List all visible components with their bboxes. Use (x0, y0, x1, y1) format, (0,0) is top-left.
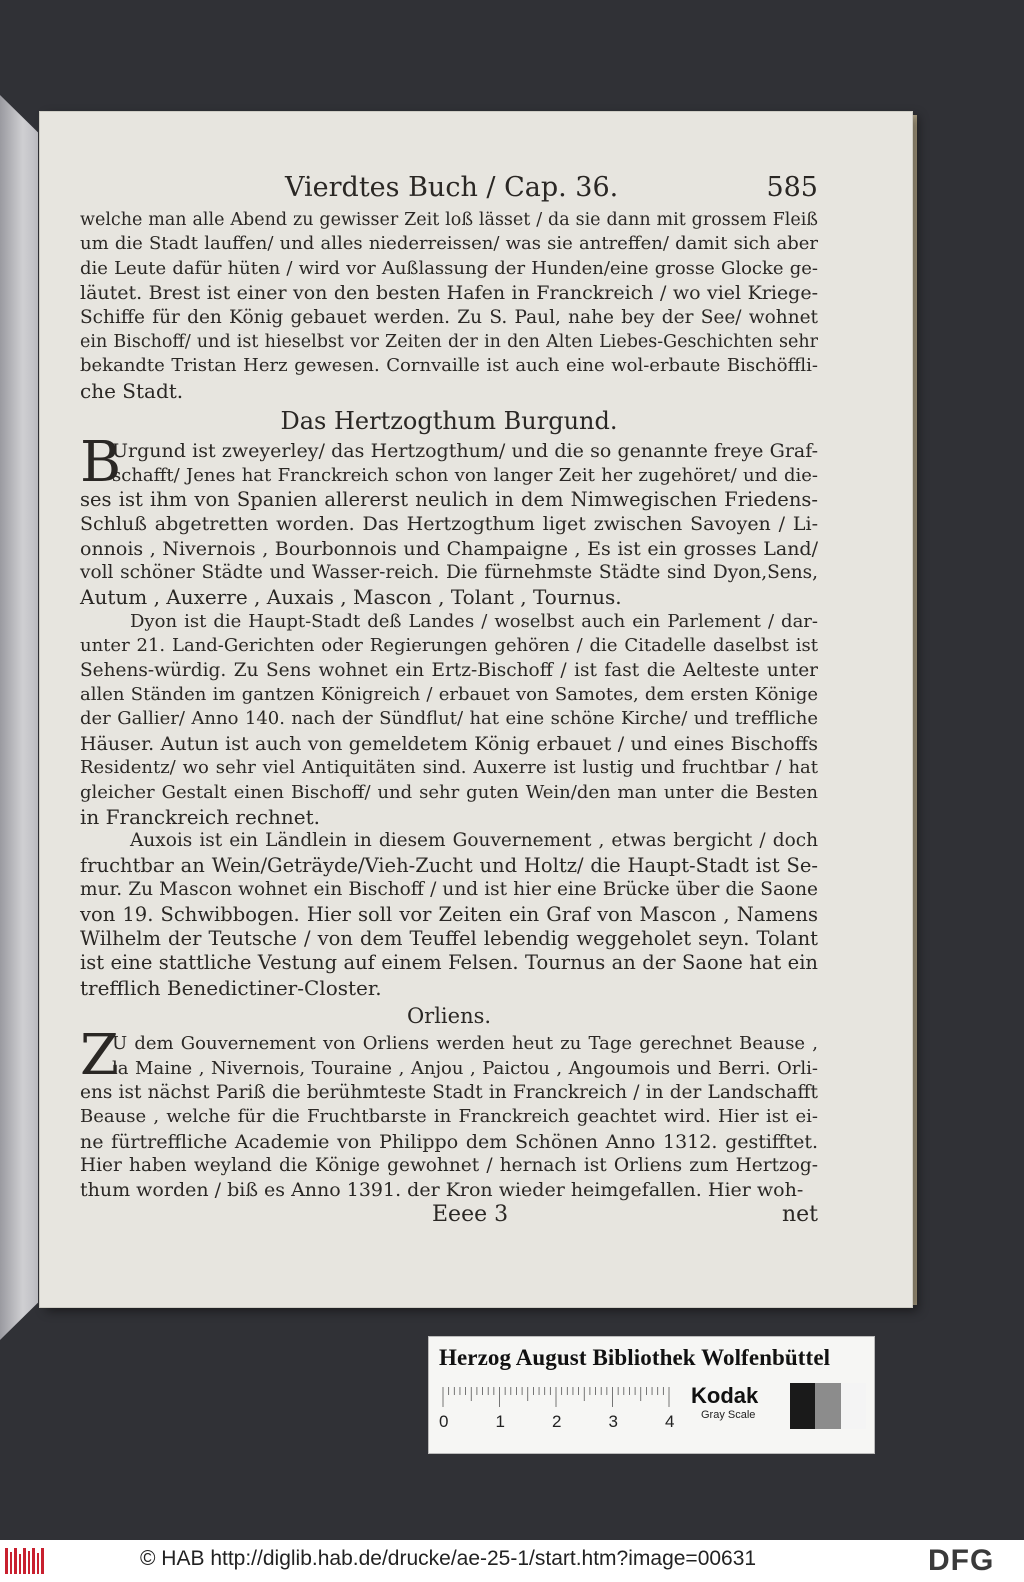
running-title: Vierdtes Buch / Cap. 36. (285, 172, 619, 203)
text-line: um die Stadt lauffen/ und alles niederreissen/ was sie antreffen/ damit sich aber (80, 233, 818, 255)
left-page-edge (0, 95, 38, 1340)
measuring-ruler (439, 1385, 677, 1429)
text-line: Sehens-würdig. Zu Sens wohnet ein Ertz-Bischoff / ist fast die Aelteste unter (80, 659, 818, 681)
catch-line (80, 1203, 818, 1231)
text-line: allen Ständen im gantzen Königreich / erbauet von Samotes, dem ersten Könige (80, 684, 818, 706)
gray-swatches (790, 1383, 866, 1429)
text-line: che Stadt. (80, 378, 184, 403)
text-line: bekandte Tristan Herz gewesen. Cornvaille ist auch eine wol-erbaute Bischöffli- (80, 355, 818, 377)
gray-swatch (841, 1383, 866, 1429)
text-line: Urgund ist zweyerley/ das Hertzogthum/ und die so genannte freye Graf- (112, 440, 818, 463)
heading-orliens: Orliens. (406, 1004, 492, 1029)
drop-initial-z: Z (80, 1023, 119, 1089)
text-line: unter 21. Land-Gerichten oder Regierungen gehören / die Citadelle daselbst ist (80, 635, 818, 657)
text-line: fruchtbar an Wein/Geträyde/Vieh-Zucht und Holtz/ die Haupt-Stadt ist Se- (80, 853, 818, 877)
text-line: voll schöner Städte und Wasser-reich. Die fürnehmste Städte sind Dyon,Sens, (80, 562, 818, 584)
text-line: Dyon ist die Haupt-Stadt deß Landes / woselbst auch ein Parlement / dar- (130, 610, 818, 632)
text-line: ses ist ihm von Spanien allererst neulich in dem Nimwegischen Friedens- (80, 487, 818, 511)
copyright-link[interactable]: © HAB http://diglib.hab.de/drucke/ae-25-1/start.htm?image=00631 (140, 1547, 757, 1570)
text-line: der Gallier/ Anno 140. nach der Sündflut/ hat eine schöne Kirche/ und treffliche (80, 708, 818, 730)
ruler-label: 3 (608, 1412, 618, 1429)
text-line: ne fürtreffliche Academie von Philippo dem Schönen Anno 1312. gestifftet. (80, 1130, 818, 1153)
signature-mark: Eeee 3 (432, 1201, 509, 1227)
footer-bar (0, 1540, 1024, 1582)
text-line: ens ist nächst Pariß die berühmteste Stadt in Franckreich / in der Landschafft (80, 1081, 818, 1103)
text-line: von 19. Schwibbogen. Hier soll vor Zeiten ein Graf von Mascon , Namens (80, 902, 818, 926)
text-line: Autum , Auxerre , Auxais , Mascon , Tolant , Tournus. (80, 585, 622, 610)
ruler-label: 1 (495, 1412, 505, 1429)
hab-barcode-logo-icon (4, 1546, 48, 1576)
text-line: welche man alle Abend zu gewisser Zeit loß lässet / da sie dann mit grossem Fleiß (80, 210, 818, 230)
paragraph-bretagne (80, 208, 818, 403)
heading-burgund: Das Hertzogthum Burgund. (280, 407, 618, 436)
text-line: die Leute dafür hüten / wird vor Außlassung der Hunden/eine grosse Glocke ge- (80, 257, 818, 279)
text-line: Schluß abgetretten worden. Das Hertzogthum liget zwischen Savoyen / Li- (80, 513, 818, 536)
gray-scale-label: Gray Scale (701, 1409, 756, 1421)
text-line: Residentz/ wo sehr viel Antiquitäten sind. Auxerre ist lustig und fruchtbar / hat (80, 757, 818, 779)
page-text (80, 174, 818, 1231)
color-reference-card (428, 1336, 875, 1454)
dfg-logo: DFG (928, 1544, 995, 1577)
text-line: Beause , welche für die Fruchtbarste in Franckreich geachtet wird. Hier ist ei- (80, 1106, 818, 1128)
ruler-label: 4 (665, 1412, 675, 1429)
paragraph-burgund-opening (80, 430, 818, 496)
text-line: Hier haben weyland die Könige gewohnet / hernach ist Orliens zum Hertzog- (80, 1155, 818, 1177)
text-line: Schiffe für den König gebauet werden. Zu S. Paul, nahe bey der See/ wohnet (80, 306, 818, 328)
text-line: gleicher Gestalt einen Bischoff/ und sehr guten Wein/den man unter die Besten (80, 781, 818, 803)
running-head (80, 174, 818, 208)
gray-swatch (815, 1383, 840, 1429)
text-line: Wilhelm der Teutsche / von dem Teuffel lebendig weggeholet seyn. Tolant (80, 926, 818, 950)
drop-initial-b: B (80, 430, 122, 496)
paragraph-orliens-opening (80, 1023, 818, 1089)
text-line: Auxois ist ein Ländlein in diesem Gouvernement , etwas bergicht / doch (130, 830, 818, 852)
text-line: thum worden / biß es Anno 1391. der Kron wieder heimgefallen. Hier woh- (80, 1179, 804, 1202)
text-line: in Franckreich rechnet. (80, 804, 321, 829)
library-name: Herzog August Bibliothek Wolfenbüttel (439, 1345, 831, 1370)
text-line: ist eine stattliche Vestung auf einem Felsen. Tournus an der Saone hat ein (80, 951, 818, 975)
text-line: la Maine , Nivernois, Touraine , Anjou , Paictou , Angoumois und Berri. Orli- (112, 1057, 818, 1079)
text-line: Häuser. Autun ist auch von gemeldetem König erbauet / und eines Bischoffs (80, 732, 818, 755)
book-page (40, 112, 912, 1307)
text-line: ein Bischoff/ und ist hieselbst vor Zeiten der in den Alten Liebes-Geschichten sehr (80, 331, 818, 352)
text-line: mur. Zu Mascon wohnet ein Bischoff / und ist hier eine Brücke über die Saone (80, 879, 818, 901)
paragraph-orliens (80, 1081, 818, 1203)
kodak-brand: Kodak (691, 1383, 759, 1408)
text-line: trefflich Benedictiner-Closter. (80, 975, 382, 1000)
page-number: 585 (766, 172, 818, 203)
text-line: onnois , Nivernois , Bourbonnois und Champaigne , Es ist ein grosses Land/ (80, 537, 818, 560)
ruler-label: 0 (439, 1412, 449, 1429)
gray-swatch (790, 1383, 815, 1429)
text-line: schafft/ Jenes hat Franckreich schon von langer Zeit her zugehöret/ und die- (112, 464, 818, 486)
catchword: net (781, 1201, 818, 1227)
ruler-label: 2 (552, 1412, 562, 1429)
paragraph-burgund (80, 488, 818, 1000)
text-line: U dem Gouvernement von Orliens werden heut zu Tage gerechnet Beause , (112, 1033, 818, 1055)
text-line: läutet. Brest ist einer von den besten Hafen in Franckreich / wo viel Kriege- (80, 282, 818, 305)
